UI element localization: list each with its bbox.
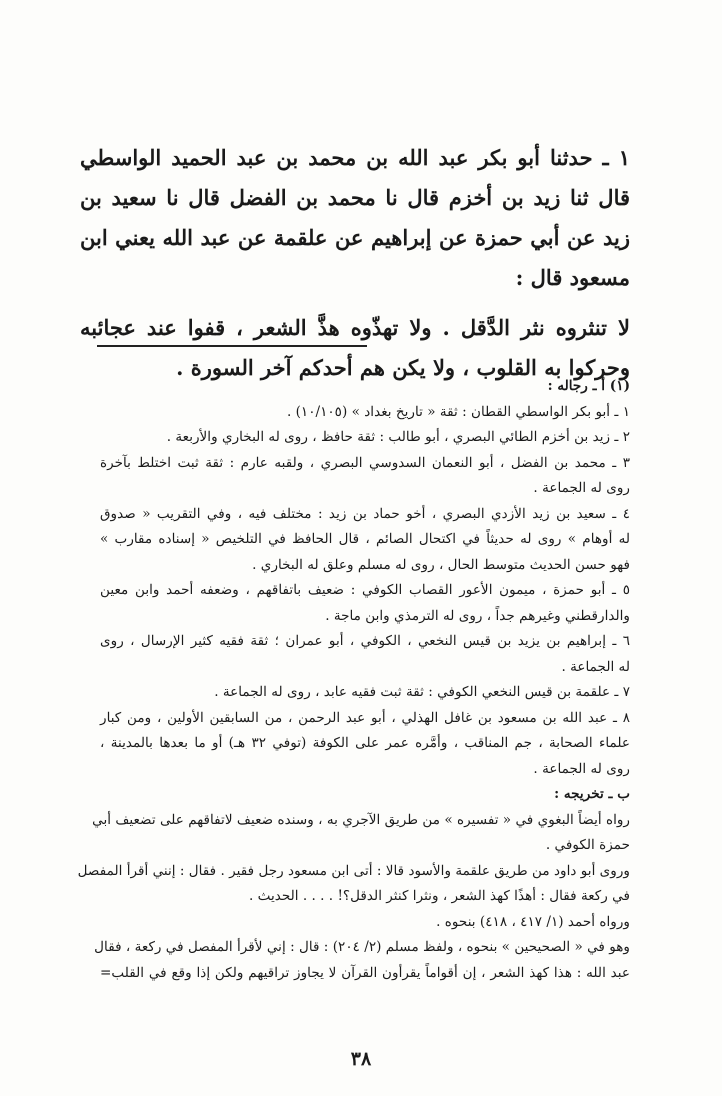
footnote-line: وهو في « الصحيحين » بنحوه ، ولفظ مسلم (٢/ ٢٠٤) : قال : إني لأقرأ المفصل في ركعة ، فقال (94, 939, 630, 955)
footnote-line: رواه أيضاً البغوي في « تفسيره » من طريق الآجري به ، وسنده ضعيف لاتفاقهم على تضعيف أبي (92, 811, 630, 828)
footnote-line: ٨ ـ عبد الله بن مسعود بن غافل الهذلي ، أبو عبد الرحمن ، من السابقين الأولين ، ومن كبار (100, 709, 630, 726)
footnote-line: علماء الصحابة ، جم المناقب ، وأمَّره عمر على الكوفة (توفي ٣٢ هـ) أو ما بعدها بالمدينة ، (100, 735, 631, 751)
footnote-line: في ركعة فقال : أهذًا كهذ الشعر ، ونثرا كنثر الدقل؟! . . . . الحديث . (248, 888, 630, 904)
footnote-heading: (١) أ ـ رجاله : (547, 378, 630, 394)
page-number: ٣٨ (350, 1048, 372, 1070)
footnote-line: وروى أبو داود من طريق علقمة والأسود قالا : أتى ابن مسعود رجل فقير . فقال : إنني أقرأ المفصل (77, 862, 630, 879)
footnote-line: ورواه أحمد (١/ ٤١٧ ، ٤١٨) بنحوه . (436, 913, 630, 930)
footnote-subheading: ب ـ تخريجه : (554, 786, 630, 802)
footnote-line: ٣ ـ محمد بن الفضل ، أبو النعمان السدوسي البصري ، ولقبه عارم : ثقة ثبت اختلط بآخرة (100, 454, 630, 471)
footnote-line: ٦ ـ إبراهيم بن يزيد بن قيس النخعي ، الكوفي ، أبو عمران ؛ ثقة فقيه كثير الإرسال ، روى (100, 633, 630, 649)
footnote-line: حمزة الكوفي . (545, 837, 630, 853)
footnote-line: له أوهام » روى له حديثاً في اكتحال الصائم ، قال الحافظ في التلخيص « إسناده مقارب » (100, 531, 630, 547)
footnote-line: روى له الجماعة . (533, 480, 630, 496)
footnote-line: عبد الله : هذا كهذ الشعر ، إن أقواماً يقرأون القرآن لا يجاوز تراقيهم ولكن إذا وقع في القلب= (100, 964, 630, 981)
footnote-line: ٥ ـ أبو حمزة ، ميمون الأعور القصاب الكوفي : ضعيف باتفاقهم ، وضعفه أحمد وابن معين (100, 582, 630, 598)
hadith-chain-paragraph: ١ ـ حدثنا أبو بكر عبد الله بن محمد بن عبد الحميد الواسطي قال ثنا زيد بن أخزم قال نا محمد بن الفضل قال نا سعيد بن زيد عن أبي حمزة عن إبراهيم عن علقمة عن عبد الله يعني ابن مسعود قال : (80, 145, 630, 290)
footnote-line: روى له الجماعة . (533, 760, 630, 777)
footnotes (77, 374, 631, 986)
footnote-line: له الجماعة . (561, 658, 630, 675)
footnote-line: فهو حسن الحديث متوسط الحال ، روى له مسلم وعلق له البخاري . (252, 556, 630, 573)
footnote-line: ٤ ـ سعيد بن زيد الأزدي البصري ، أخو حماد بن زيد : مختلف فيه ، وفي التقريب « صدوق (100, 505, 630, 522)
footnote-line: والدارقطني وغيرهم جداً ، روى له الترمذي وابن ماجة . (325, 607, 630, 624)
hadith-text-paragraph: لا تنثروه نثر الدَّقل . ولا تهذّوه هذَّ الشعر ، قفوا عند عجائبه وحركوا به القلوب ، ولا يكن هم أحدكم آخر السورة . (80, 315, 630, 380)
footnote-line: ٢ ـ زيد بن أخزم الطائي البصري ، أبو طالب : ثقة حافظ ، روى له البخاري والأربعة . (166, 429, 630, 445)
main-text (80, 138, 630, 398)
footnote-line: ٧ ـ علقمة بن قيس النخعي الكوفي : ثقة ثبت فقيه عابد ، روى له الجماعة . (214, 684, 630, 700)
footnote-separator (97, 345, 367, 347)
footnote-line: ١ ـ أبو بكر الواسطي القطان : ثقة « تاريخ بغداد » (١٠/١٠٥) . (286, 403, 630, 420)
